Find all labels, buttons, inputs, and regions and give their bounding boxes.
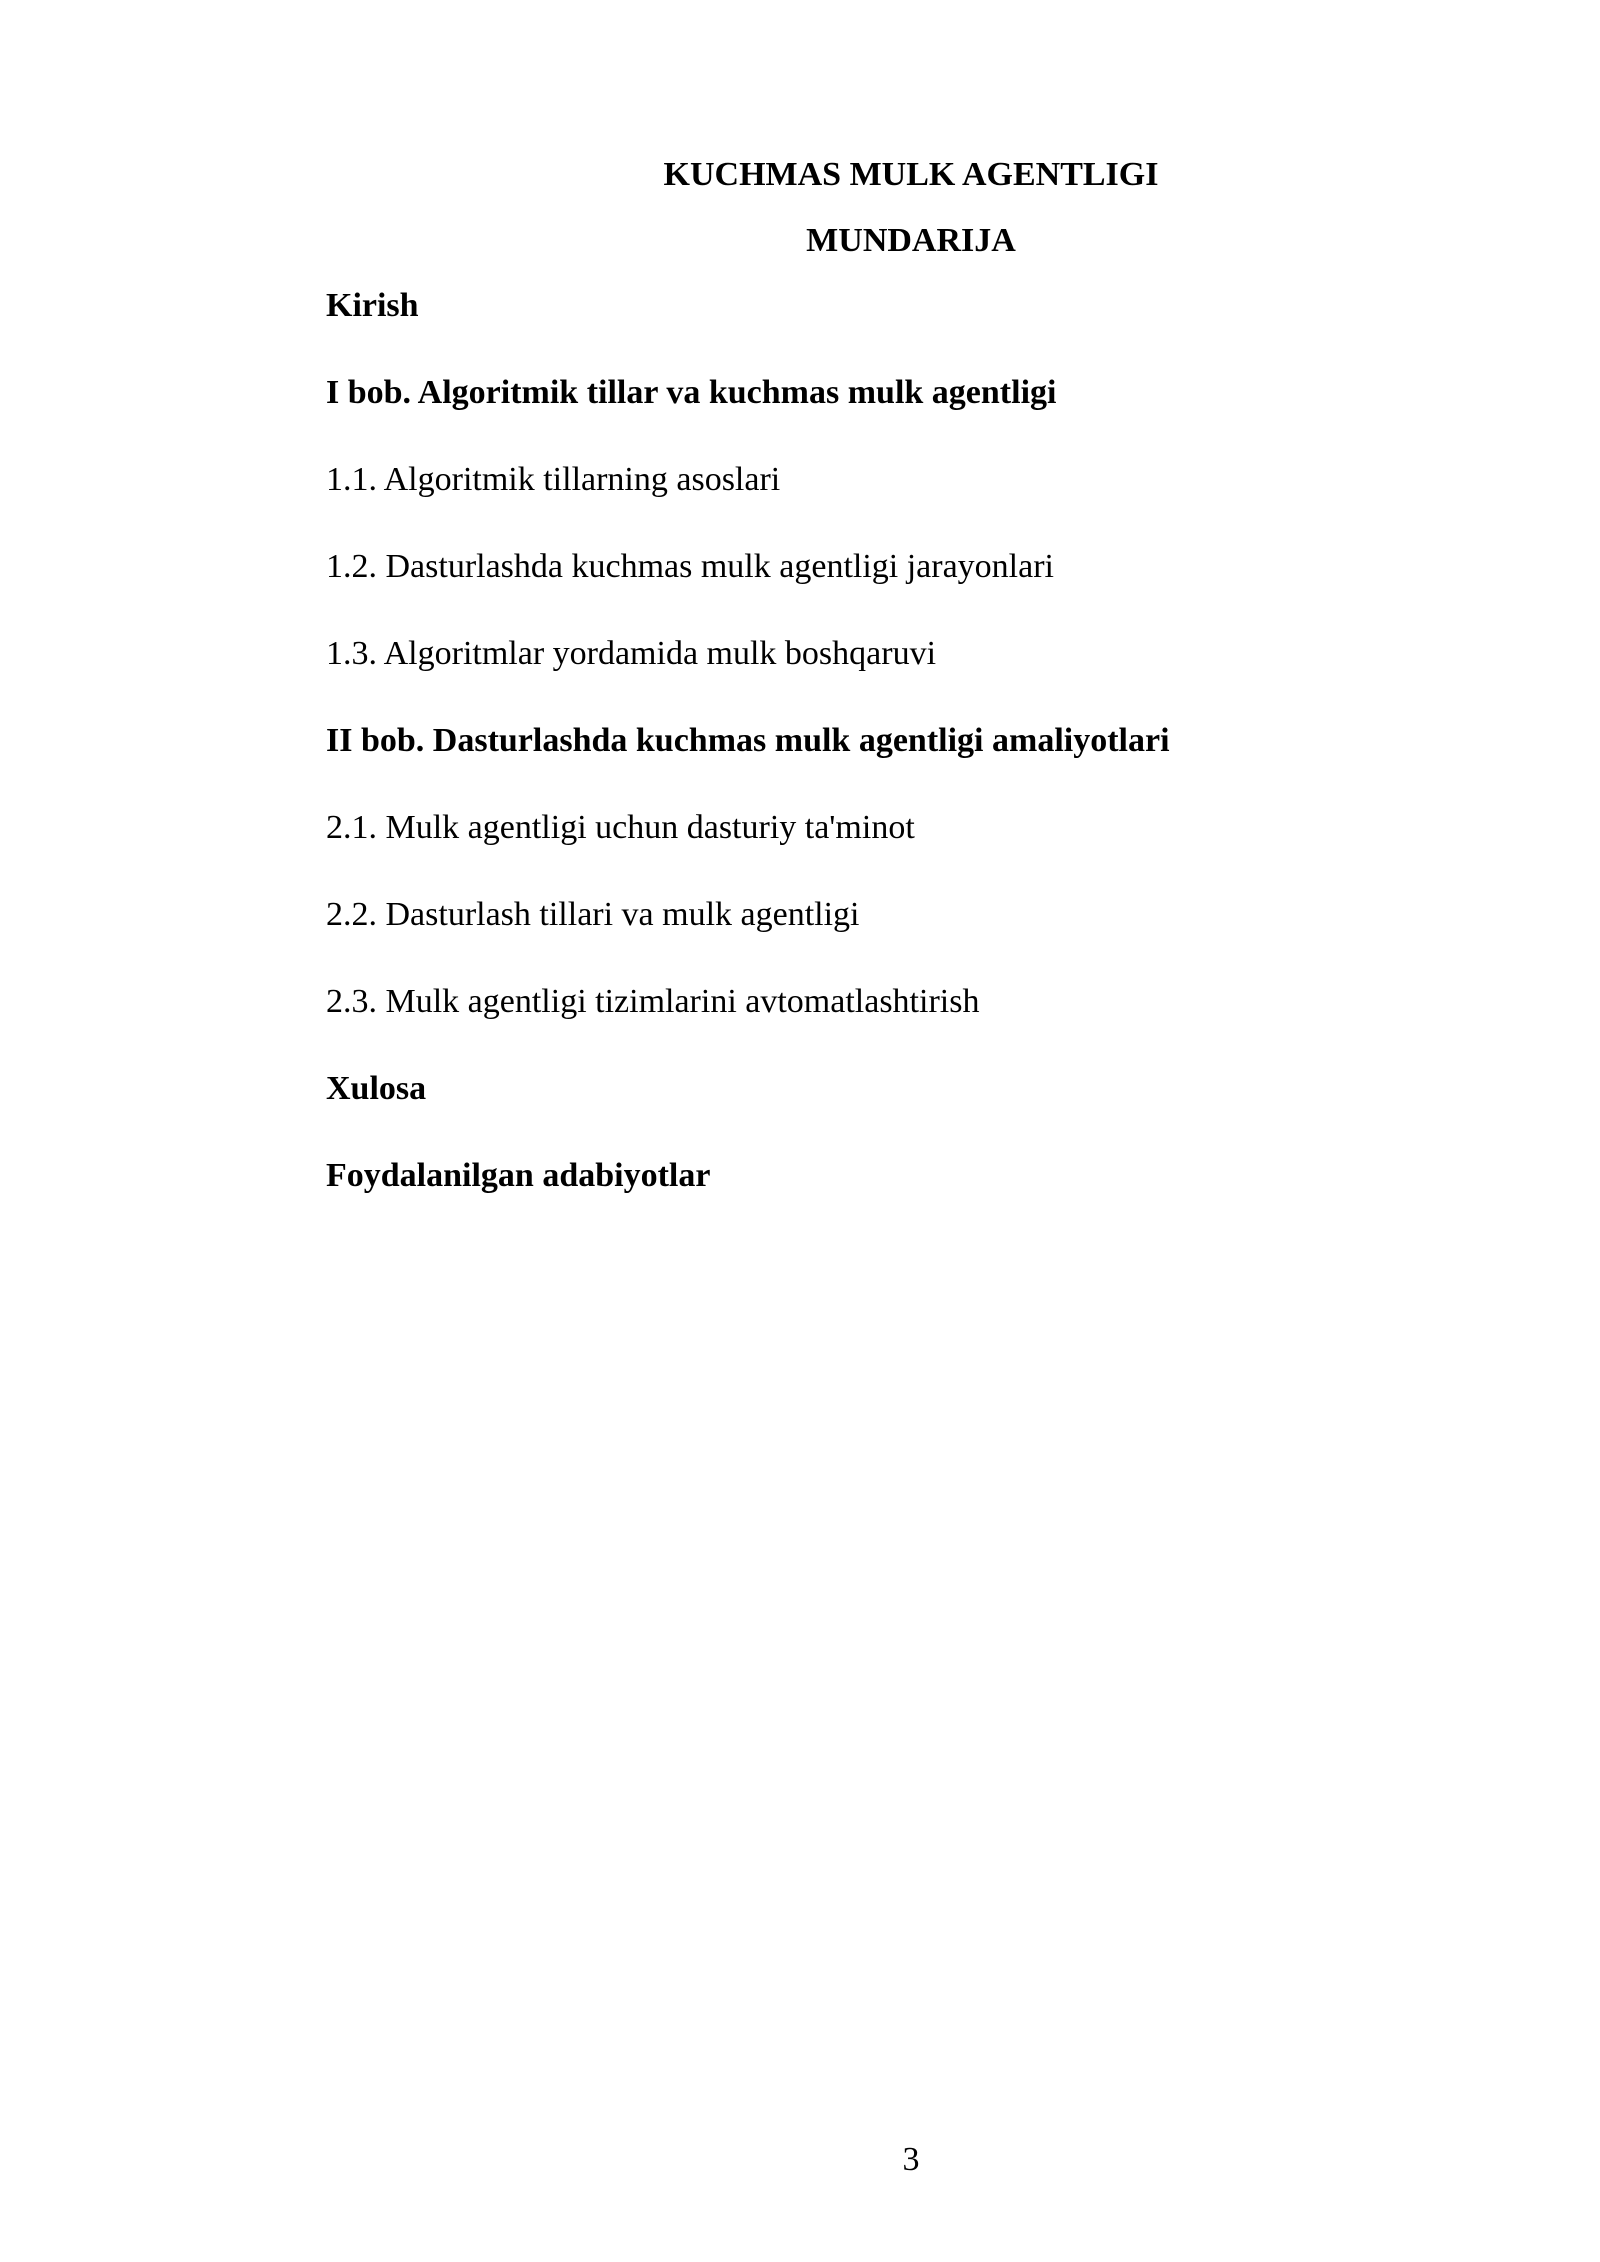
table-of-contents (326, 286, 1426, 1243)
toc-entry-section-2-1: 2.1. Mulk agentligi uchun dasturiy ta'minot (326, 809, 915, 846)
toc-entry-introduction: Kirish (326, 287, 419, 324)
toc-entry-section-1-1: 1.1. Algoritmik tillarning asoslari (326, 461, 781, 498)
table-of-contents-heading: MUNDARIJA (806, 222, 1016, 259)
toc-entry-section-2-3: 2.3. Mulk agentligi tizimlarini avtomatlashtirish (326, 983, 980, 1020)
document-title: KUCHMAS MULK AGENTLIGI (663, 156, 1159, 193)
toc-entry-references: Foydalanilgan adabiyotlar (326, 1157, 711, 1194)
toc-entry-chapter-2: II bob. Dasturlashda kuchmas mulk agentligi amaliyotlari (326, 722, 1170, 759)
toc-entry-section-1-2: 1.2. Dasturlashda kuchmas mulk agentligi jarayonlari (326, 548, 1054, 585)
toc-entry-chapter-1: I bob. Algoritmik tillar va kuchmas mulk agentligi (326, 374, 1057, 411)
page-number: 3 (902, 2141, 920, 2178)
toc-entry-section-2-2: 2.2. Dasturlash tillari va mulk agentligi (326, 896, 860, 933)
toc-entry-section-1-3: 1.3. Algoritmlar yordamida mulk boshqaruvi (326, 635, 937, 672)
toc-entry-conclusion: Xulosa (326, 1070, 427, 1107)
